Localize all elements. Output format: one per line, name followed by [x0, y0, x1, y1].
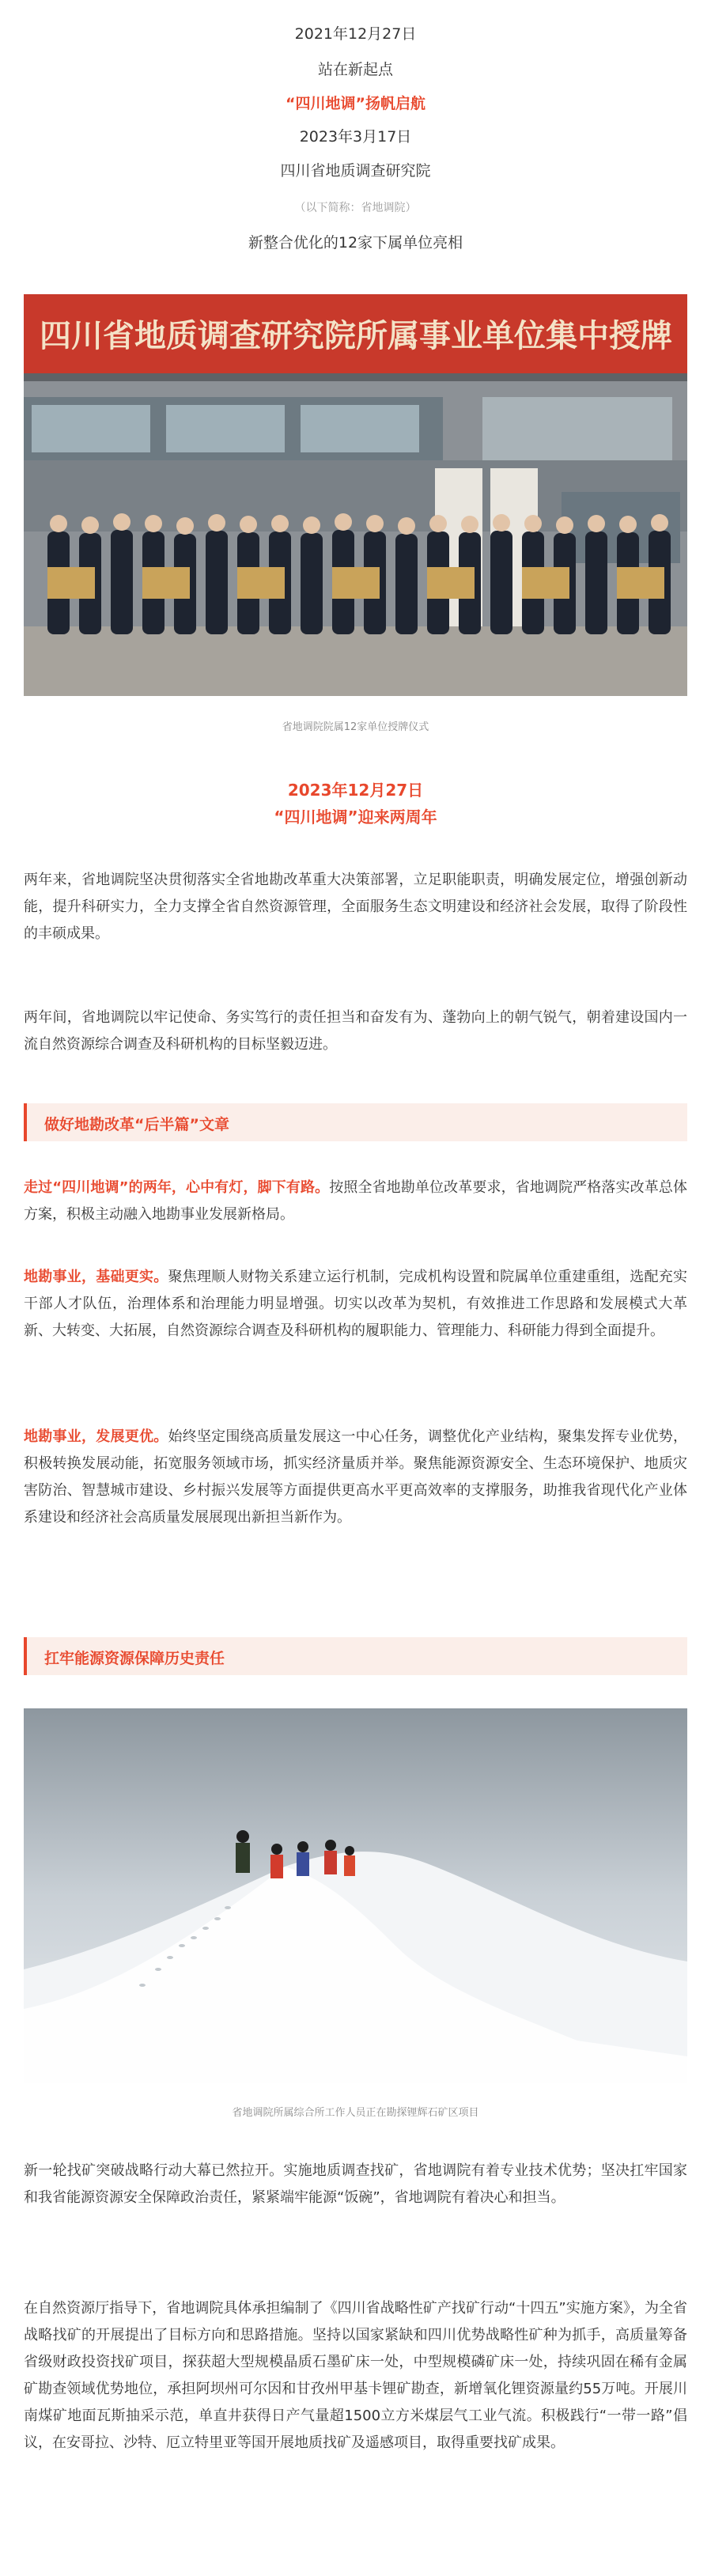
- paragraph-3-lead: 走过“四川地调”的两年，心中有灯，脚下有路。: [24, 1179, 330, 1196]
- paragraph-4-lead: 地勘事业，基础更实。: [24, 1269, 168, 1285]
- paragraph-6: 新一轮找矿突破战略行动大幕已然拉开。实施地质调查找矿，省地调院有着专业技术优势；坚决扛牢国家和我省能源资源安全保障政治责任，紧紧端牢能源“饭碗”，省地调院有着决心和担当。: [24, 2162, 687, 2206]
- exploration-photo-image: [24, 1708, 687, 2083]
- intro-date-2: 2023年3月17日: [299, 128, 412, 146]
- paragraph-4: [24, 1264, 687, 1345]
- paragraph-5-lead: 地勘事业，发展更优。: [24, 1428, 168, 1445]
- exploration-photo: [24, 1708, 687, 2083]
- paragraph-4-body: 聚焦理顺人财物关系建立运行机制，完成机构设置和院属单位重建重组，选配充实干部人才队伍，治理体系和治理能力明显增强。切实以改革为契机，有效推进工作思路和发展模式大革新、大转变、大拓展，自然资源综合调查及科研机构的履职能力、管理能力、科研能力得到全面提升。: [24, 1269, 688, 1339]
- intro-date-1: 2021年12月27日: [294, 25, 417, 43]
- intro-abbr: （以下简称：省地调院）: [294, 202, 417, 214]
- ceremony-photo-caption: 省地调院院属12家单位授牌仪式: [282, 721, 429, 733]
- banner-text: 四川省地质调查研究院所属事业单位集中授牌: [40, 318, 672, 354]
- intro-line-2: 站在新起点: [317, 61, 393, 78]
- paragraph-3: [24, 1175, 687, 1228]
- paragraph-1: 两年来，省地调院坚决贯彻落实全省地勘改革重大决策部署，立足职能职责，明确发展定位，增强创新动能，提升科研实力，全力支撑全省自然资源管理，全面服务生态文明建设和经济社会发展，取得了阶段性的丰硕成果。: [24, 872, 687, 942]
- section-header-reform-label: 做好地勘改革“后半篇”文章: [44, 1116, 229, 1133]
- section-header-reform: [24, 1103, 687, 1141]
- paragraph-3-body: 按照全省地勘单位改革要求，省地调院严格落实改革总体方案，积极主动融入地勘事业发展新格局。: [24, 1179, 687, 1223]
- section-header-energy: [24, 1637, 687, 1675]
- intro-line-7: 新整合优化的12家下属单位亮相: [248, 234, 463, 252]
- exploration-photo-caption: 省地调院所属综合所工作人员正在勘探锂辉石矿区项目: [232, 2107, 479, 2119]
- intro-line-3: “四川地调”扬帆启航: [286, 95, 425, 112]
- paragraph-7: 在自然资源厅指导下，省地调院具体承担编制了《四川省战略性矿产找矿行动“十四五”实施方案》，为全省战略找矿的开展提出了目标方向和思路措施。坚持以国家紧缺和四川优势战略性矿种为抓手，高质量筹备省级财政投资找矿项目，探获超大型规模晶质石墨矿床一处，中型规模磷矿床一处，持续巩固在稀有金属矿勘查领域优势地位，承担阿坝州可尔因和甘孜州甲基卡锂矿勘查，新增氧化锂资源量约55万吨。开展川南煤矿地面瓦斯抽采示范，单直井获得日产气量超1500立方米煤层气工业气流。积极践行“一带一路”倡议，在安哥拉、沙特、厄立特里亚等国开展地质找矿及遥感项目，取得重要找矿成果。: [24, 2300, 687, 2451]
- paragraph-5-body: 始终坚定围绕高质量发展这一中心任务，调整优化产业结构，聚集发挥专业优势，积极转换发展动能，拓宽服务领域市场，抓实经济量质并举。聚焦能源资源安全、生态环境保护、地质灾害防治、智慧城市建设、乡村振兴发展等方面提供更高水平更高效率的支撑服务，助推我省现代化产业体系建设和经济社会高质量发展展现出新担当新作为。: [24, 1428, 688, 1526]
- headline-title: “四川地调”迎来两周年: [274, 808, 437, 827]
- ceremony-photo-image: [24, 294, 687, 696]
- headline-date: 2023年12月27日: [287, 781, 424, 800]
- paragraph-5: [24, 1424, 687, 1531]
- ceremony-photo: [24, 294, 687, 696]
- paragraph-2: 两年间，省地调院以牢记使命、务实笃行的责任担当和奋发有为、蓬勃向上的朝气锐气，朝着建设国内一流自然资源综合调查及科研机构的目标坚毅迈进。: [24, 1009, 687, 1053]
- section-header-energy-label: 扛牢能源资源保障历史责任: [44, 1650, 225, 1667]
- intro-org: 四川省地质调查研究院: [280, 162, 431, 180]
